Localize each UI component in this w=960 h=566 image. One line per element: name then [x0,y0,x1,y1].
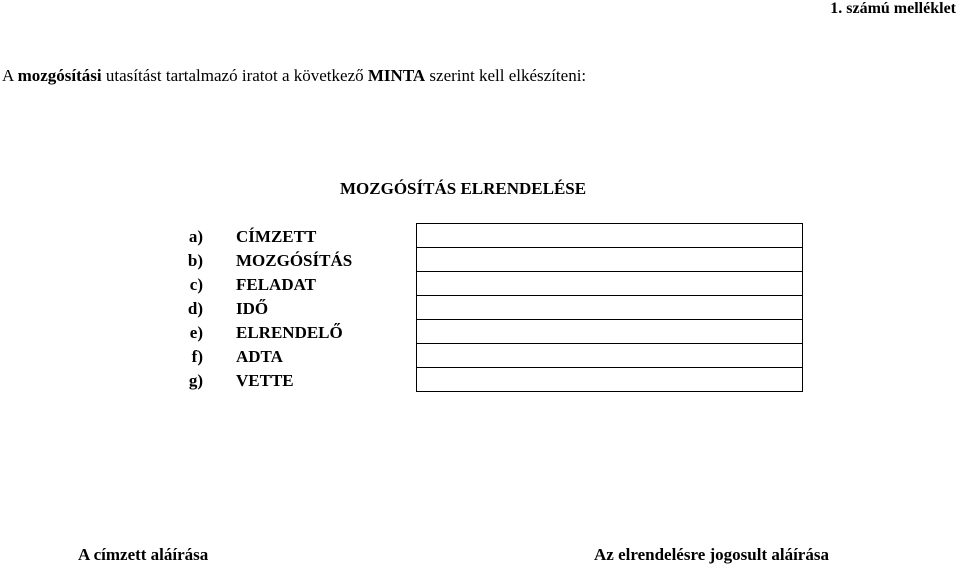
row-letter: f) [191,346,203,366]
row-value-cell[interactable] [417,320,803,344]
row-field-label: MOZGÓSÍTÁS [236,250,353,270]
authorized-signature-label: Az elrendelésre jogosult aláírása [594,545,829,564]
row-letter: c) [189,274,203,294]
intro-sentence [2,66,586,86]
row-field-label: VETTE [236,370,294,390]
row-gap [203,224,236,248]
row-field-label: ADTA [236,346,283,366]
form-row-b [166,248,803,272]
intro-bold-mozgositasi: mozgósítási [17,66,102,85]
row-gap [203,320,236,344]
intro-bold-minta: MINTA [367,66,426,85]
recipient-signature-label: A címzett aláírása [78,545,209,564]
mobilization-form-table [166,223,803,392]
row-field-label: FELADAT [236,274,316,294]
row-gap [203,272,236,296]
row-letter: a) [188,226,203,246]
row-letter: d) [187,298,203,318]
row-field-label: ELRENDELŐ [236,322,343,342]
row-letter: g) [188,370,203,390]
intro-text-3: szerint kell elkészíteni: [425,66,587,85]
row-gap [203,368,236,392]
row-field-label: CÍMZETT [236,226,317,246]
row-letter: b) [187,250,203,270]
form-row-f [166,344,803,368]
row-value-cell[interactable] [417,248,803,272]
form-row-g [166,368,803,392]
form-row-a [166,224,803,248]
row-gap [203,344,236,368]
intro-text-1: A [2,66,18,85]
row-letter: e) [189,322,203,342]
form-row-d [166,296,803,320]
row-value-cell[interactable] [417,296,803,320]
row-value-cell[interactable] [417,368,803,392]
row-gap [203,296,236,320]
row-value-cell[interactable] [417,224,803,248]
row-value-cell[interactable] [417,344,803,368]
row-field-label: IDŐ [236,298,269,318]
row-gap [203,248,236,272]
row-value-cell[interactable] [417,272,803,296]
document-title: MOZGÓSÍTÁS ELRENDELÉSE [340,179,587,198]
annex-label: 1. számú melléklet [830,0,956,17]
intro-text-2: utasítást tartalmazó iratot a következő [101,66,368,85]
form-row-c [166,272,803,296]
form-row-e [166,320,803,344]
